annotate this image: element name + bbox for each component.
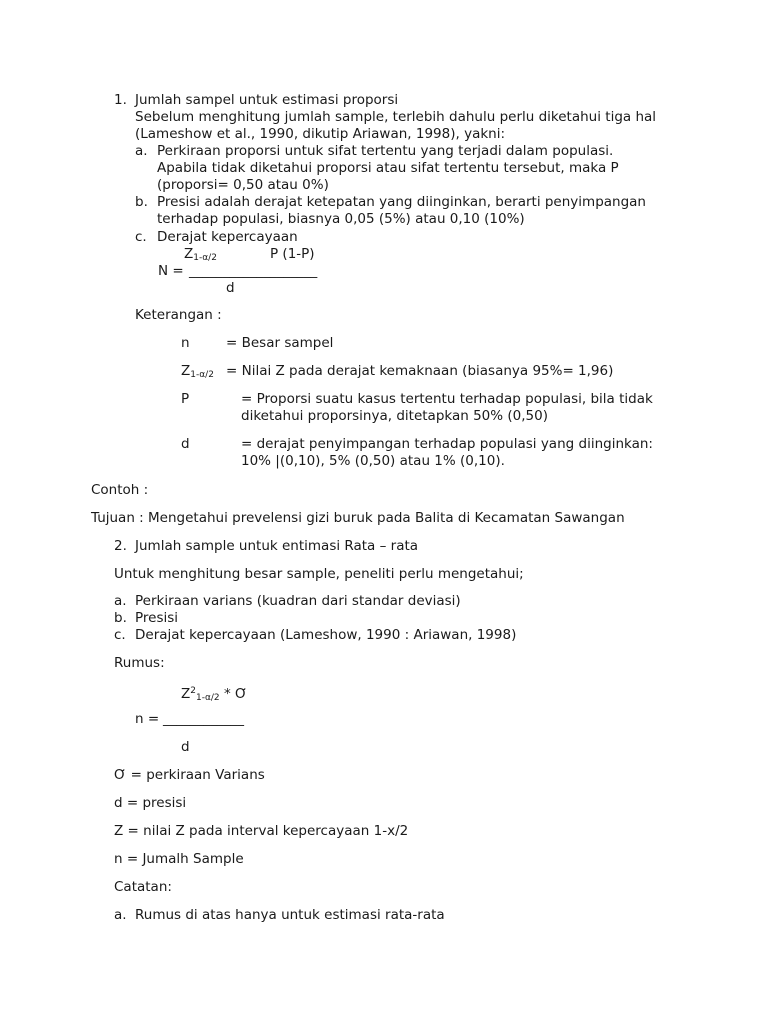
formula-variance-term: * Ơ [219, 686, 248, 702]
formula-lhs: n = [135, 711, 160, 727]
keterangan-symbol: P [181, 391, 190, 407]
formula-denominator: d [181, 739, 190, 755]
formula-fraction-line: ____________ [163, 711, 244, 727]
list-item-text: Rumus di atas hanya untuk estimasi rata-rata [135, 907, 445, 923]
keterangan-symbol [181, 363, 214, 384]
section-1-intro-line: Sebelum menghitung jumlah sample, terlebih dahulu perlu diketahui tiga hal [135, 109, 657, 125]
formula-z-symbol: Z [184, 246, 194, 262]
keterangan-z-symbol: Z [181, 363, 191, 379]
definition-line: n = Jumalh Sample [114, 851, 244, 867]
rumus-label: Rumus: [114, 655, 165, 671]
section-1-number: 1. [114, 92, 127, 108]
section-2-intro: Untuk menghitung besar sample, peneliti perlu mengetahui; [114, 566, 524, 582]
list-item-text: (proporsi= 0,50 atau 0%) [157, 177, 329, 193]
list-marker: c. [114, 627, 126, 643]
formula-lhs: N = [158, 263, 184, 279]
formula-numerator-p: P (1-P) [270, 246, 315, 262]
formula-z-subscript: 1-α/2 [193, 253, 217, 263]
list-item-text: Apabila tidak diketahui proporsi atau sifat tertentu tersebut, maka P [157, 160, 619, 176]
list-item-text: Presisi [135, 610, 179, 626]
section-1-intro-line: (Lameshow et al., 1990, dikutip Ariawan, 1998), yakni: [135, 126, 506, 142]
keterangan-definition: 10% |(0,10), 5% (0,50) atau 1% (0,10). [241, 453, 505, 469]
contoh-label: Contoh : [91, 482, 149, 498]
formula-denominator: d [226, 280, 235, 296]
keterangan-symbol: n [181, 335, 190, 351]
definition-line: Ơ = perkiraan Varians [114, 767, 265, 783]
keterangan-z-subscript: 1-α/2 [190, 370, 214, 380]
list-marker: b. [114, 610, 127, 626]
formula-numerator [181, 683, 247, 707]
list-item-text: Derajat kepercayaan (Lameshow, 1990 : Ariawan, 1998) [135, 627, 517, 643]
list-item-text: Presisi adalah derajat ketepatan yang diinginkan, berarti penyimpangan [157, 194, 646, 210]
list-item-text: Perkiraan proporsi untuk sifat tertentu yang terjadi dalam populasi. [157, 143, 614, 159]
list-marker: a. [135, 143, 148, 159]
formula-fraction-line: ___________________ [189, 263, 318, 279]
catatan-label: Catatan: [114, 879, 172, 895]
formula-z-symbol: Z [181, 686, 191, 702]
keterangan-definition: diketahui proporsinya, ditetapkan 50% (0,50) [241, 408, 548, 424]
keterangan-definition: = Proporsi suatu kasus tertentu terhadap populasi, bila tidak [241, 391, 653, 407]
list-marker: a. [114, 593, 127, 609]
keterangan-definition: = Besar sampel [226, 335, 334, 351]
keterangan-label: Keterangan : [135, 307, 222, 323]
section-2-number: 2. [114, 538, 127, 554]
list-marker: a. [114, 907, 127, 923]
keterangan-definition: = Nilai Z pada derajat kemaknaan (biasanya 95%= 1,96) [226, 363, 614, 379]
formula-z-superscript: 2 [190, 686, 196, 696]
keterangan-definition: = derajat penyimpangan terhadap populasi yang diinginkan: [241, 436, 653, 452]
definition-line: d = presisi [114, 795, 187, 811]
list-marker: b. [135, 194, 148, 210]
list-item-text: terhadap populasi, biasnya 0,05 (5%) atau 0,10 (10%) [157, 211, 525, 227]
list-marker: c. [135, 229, 147, 245]
section-1-title: Jumlah sampel untuk estimasi proporsi [135, 92, 399, 108]
definition-line: Z = nilai Z pada interval kepercayaan 1-x/2 [114, 823, 409, 839]
formula-z-subscript: 1-α/2 [195, 693, 220, 703]
list-item-text: Derajat kepercayaan [157, 229, 298, 245]
list-item-text: Perkiraan varians (kuadran dari standar deviasi) [135, 593, 461, 609]
keterangan-symbol: d [181, 436, 190, 452]
tujuan-text: Tujuan : Mengetahui prevelensi gizi buruk pada Balita di Kecamatan Sawangan [91, 510, 625, 526]
section-2-title: Jumlah sample untuk entimasi Rata – rata [135, 538, 419, 554]
